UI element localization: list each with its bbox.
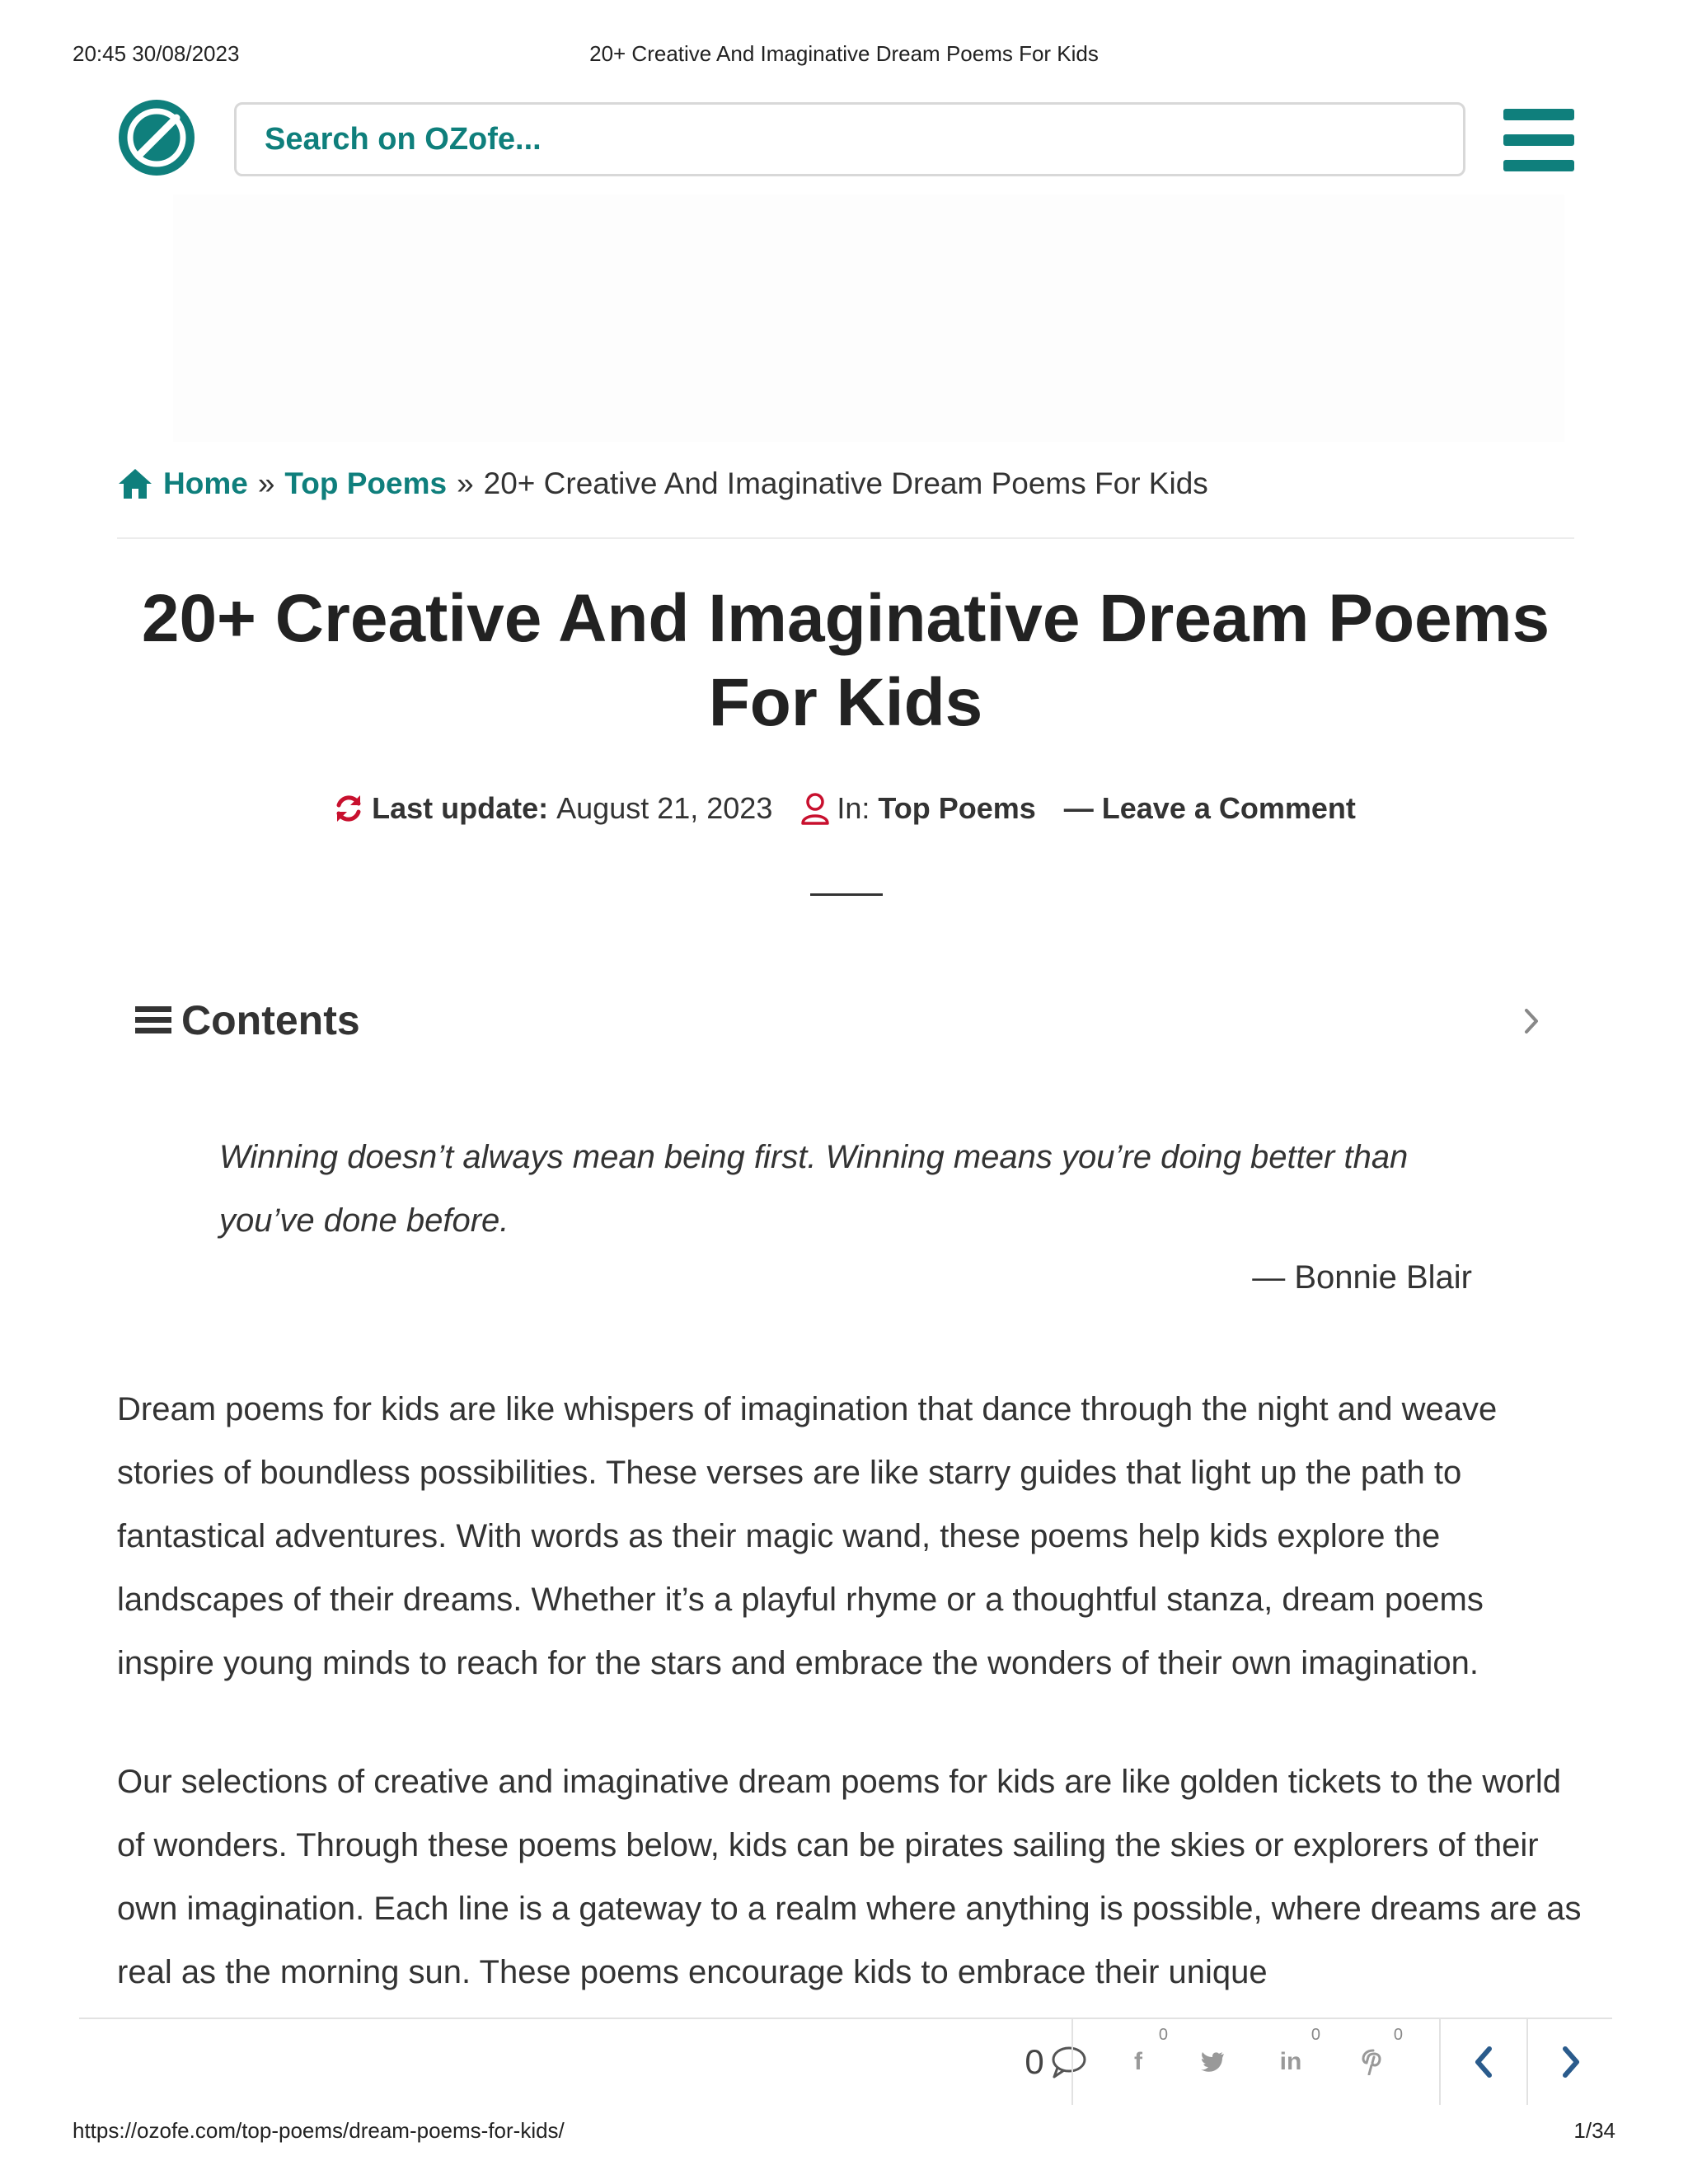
- breadcrumb-separator: »: [257, 466, 275, 500]
- refresh-icon: [332, 792, 365, 825]
- previous-post-button[interactable]: [1441, 2019, 1526, 2105]
- category-link[interactable]: Top Poems: [878, 791, 1036, 825]
- page-title: 20+ Creative And Imaginative Dream Poems For Kids: [141, 581, 1550, 740]
- quote-author: — Bonnie Blair: [1252, 1259, 1472, 1296]
- category-in-label: In:: [837, 791, 870, 825]
- leave-comment-link[interactable]: — Leave a Comment: [1063, 791, 1356, 825]
- hamburger-menu-button[interactable]: [1503, 109, 1574, 171]
- facebook-share-button[interactable]: [1101, 2019, 1175, 2105]
- chevron-right-icon: [1522, 1007, 1541, 1035]
- user-icon: [800, 792, 830, 825]
- home-icon: [117, 467, 153, 500]
- contents-label: Contents: [181, 997, 360, 1043]
- table-of-contents-toggle[interactable]: [135, 996, 1550, 1045]
- facebook-share-count: 0: [1158, 2026, 1168, 2044]
- chevron-left-icon: [1473, 2046, 1494, 2079]
- meta-divider: [810, 893, 883, 896]
- post-meta: [0, 791, 1688, 826]
- comment-bubble-icon: [1049, 2045, 1087, 2079]
- linkedin-share-count: 0: [1311, 2026, 1320, 2044]
- breadcrumb: [117, 466, 1208, 501]
- pinterest-share-button[interactable]: [1332, 2019, 1414, 2105]
- pinterest-icon: [1362, 2049, 1385, 2075]
- pinterest-share-count: 0: [1393, 2026, 1403, 2044]
- body-paragraph: Our selections of creative and imaginative dream poems for kids are like golden tickets to the world of wonders. Through these poems below, kids can be pirates sailing the skies or explorers of their own imagination. Each line is a gateway to a realm where anything is possible, where dreams are as real as the morning sun. These poems encourage kids to embrace their unique: [117, 1764, 1582, 1990]
- linkedin-share-button[interactable]: [1250, 2019, 1332, 2105]
- print-url: https://ozofe.com/top-poems/dream-poems-for-kids/: [73, 2118, 565, 2143]
- breadcrumb-category-link[interactable]: Top Poems: [284, 466, 448, 500]
- print-page-number: 1/34: [1573, 2118, 1615, 2143]
- next-post-button[interactable]: [1528, 2019, 1614, 2105]
- search-input[interactable]: [265, 122, 1463, 157]
- print-doc-title: 20+ Creative And Imaginative Dream Poems For Kids: [589, 41, 1099, 66]
- ad-placeholder: [173, 194, 1564, 442]
- breadcrumb-home-link[interactable]: Home: [163, 466, 248, 500]
- site-logo[interactable]: [117, 98, 196, 177]
- quote-text: Winning doesn’t always mean being first. Winning means you’re doing better than you’ve done before.: [219, 1139, 1409, 1239]
- share-bar: [79, 2018, 1612, 2105]
- search-box[interactable]: [234, 102, 1465, 176]
- breadcrumb-separator: »: [457, 466, 474, 500]
- twitter-icon: [1200, 2051, 1225, 2073]
- breadcrumb-current: 20+ Creative And Imaginative Dream Poems For Kids: [483, 466, 1208, 500]
- body-paragraph: Dream poems for kids are like whispers of imagination that dance through the night and weave stories of boundless possibilities. These verses are like starry guides that light up the path to fantastical adventures. With words as their magic wand, these poems help kids explore the landscapes of their dreams. Whether it’s a playful rhyme or a thoughtful stanza, dream poems inspire young minds to reach for the stars and embrace the wonders of their own imagination.: [117, 1391, 1498, 1681]
- comment-count: 0: [1025, 2042, 1044, 2081]
- facebook-icon: f: [1134, 2048, 1142, 2075]
- list-icon: [135, 1005, 171, 1036]
- logo-icon: [117, 98, 196, 177]
- print-datetime: 20:45 30/08/2023: [73, 41, 240, 66]
- twitter-share-button[interactable]: [1175, 2019, 1250, 2105]
- last-update-label: Last update:: [372, 791, 549, 825]
- last-update-date: August 21, 2023: [556, 791, 773, 825]
- breadcrumb-divider: [117, 537, 1574, 539]
- linkedin-icon: in: [1279, 2048, 1302, 2075]
- chevron-right-icon: [1560, 2046, 1582, 2079]
